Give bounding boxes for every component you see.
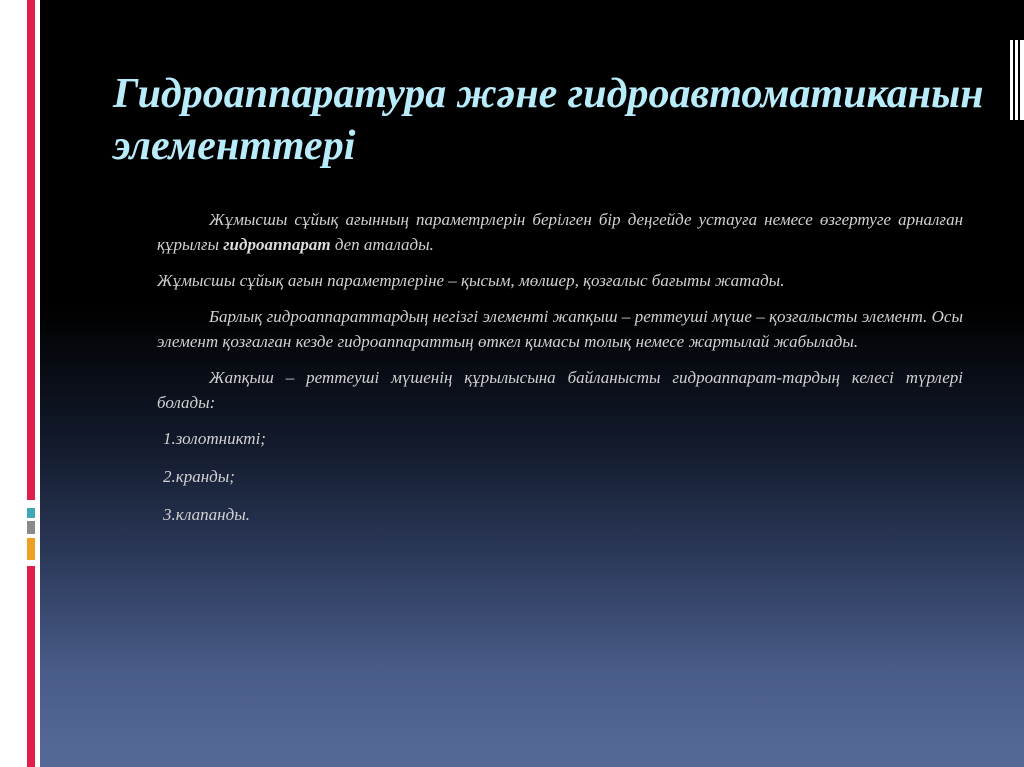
paragraph-1-text-start: Жұмысшы сұйық ағынның параметрлерін берілген бір деңгейде устауға немесе өзгертуге арналған құрылғы xyxy=(157,210,963,254)
accent-bar-orange xyxy=(27,538,35,560)
list-item-2: 2.кранды; xyxy=(163,467,235,486)
list-item-1: 1.золотникті; xyxy=(163,429,266,448)
paragraph-4: Жапқыш – реттеуші мүшенің құрылысына байланысты гидроаппарат-тардың келесі түрлері болады: xyxy=(157,368,963,412)
accent-bar-red-bottom xyxy=(27,566,35,767)
paragraph-1-bold-term: гидроаппарат xyxy=(223,235,331,254)
slide xyxy=(40,0,1024,767)
slide-title: Гидроаппаратура және гидроавтоматиканын элементтері xyxy=(113,71,984,169)
grip-line-3 xyxy=(1020,40,1024,120)
paragraph-1 xyxy=(157,207,963,257)
accent-strip xyxy=(27,0,35,767)
grip-line-1 xyxy=(1010,40,1013,120)
list-item-3: 3.клапанды. xyxy=(163,505,250,524)
paragraph-3: Барлық гидроаппараттардың негізгі элементі жапқыш – реттеуші мүше – қозғалысты элемент. Осы элемент қозғалған кезде гидроаппараттың өткел қимасы толық немесе жартылай жабылады. xyxy=(157,307,963,351)
accent-bar-gray xyxy=(27,521,35,534)
paragraph-2: Жұмысшы сұйық ағын параметрлеріне – қысым, мөлшер, қозғалыс бағыты жатады. xyxy=(157,271,785,290)
accent-bar-red-top xyxy=(27,0,35,500)
accent-bar-teal xyxy=(27,508,35,518)
slide-grip-lines xyxy=(1010,40,1024,120)
paragraph-1-text-end: деп аталады. xyxy=(330,235,434,254)
slide-body xyxy=(157,207,963,540)
grip-line-2 xyxy=(1015,40,1018,120)
